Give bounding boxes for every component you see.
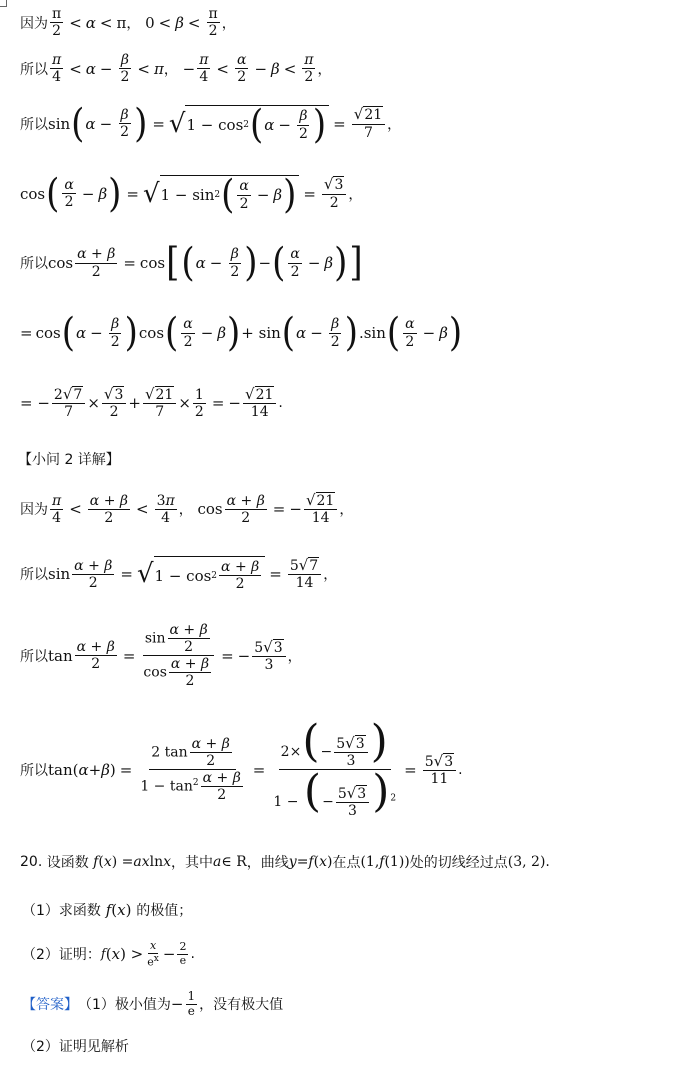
- text: 在点: [332, 855, 361, 871]
- text: 所以: [20, 762, 48, 779]
- problem-20: 20. 设函数 f ( x ) = ax ln x ，其中 a ∈ R ，曲线 y = f ( x ) 在点 (1, f (1)) 处的切线经过点 (3, 2) .: [20, 854, 550, 871]
- text: 的极值；: [136, 903, 193, 919]
- text: 所以: [20, 61, 48, 78]
- comma: ，: [163, 61, 178, 78]
- comma: ，: [126, 15, 141, 32]
- text: 所以: [20, 116, 48, 133]
- fraction: $\frac{\pi}{4}$: [52, 52, 62, 86]
- fraction: $\frac{\pi}{2}$: [52, 6, 62, 40]
- problem-number: 20.: [20, 854, 43, 870]
- text: ，没有极大值: [199, 997, 284, 1014]
- line-1: 因为 $\frac{\pi}{2}$ < α < π ， 0 < β < $\frac{\pi}{2}$ ，: [20, 6, 236, 40]
- comma: ，: [287, 648, 302, 665]
- text: （1）求函数: [22, 903, 101, 919]
- comma: ，: [221, 15, 236, 32]
- answer-2: [22, 1036, 129, 1056]
- page-corner-mark: [0, 0, 7, 7]
- text: 因为: [20, 502, 48, 519]
- text: （1）极小值为: [78, 997, 171, 1014]
- text: （2）证明：: [22, 947, 101, 964]
- line-8: 因为 $\frac{\pi}{4}$ < $\frac{\alpha + \beta}{2}$ < $\frac{3\pi}{4}$ ， cos $\frac{\alpha + \beta}{2}$ = − √ 21 14 ，: [20, 491, 354, 527]
- answer-1: 【答案】 （1）极小值为 − $\frac{1}{e}$ ，没有极大值: [22, 989, 284, 1018]
- comma: ，: [323, 567, 338, 584]
- fraction: $\frac{\pi}{2}$: [208, 6, 218, 40]
- line-7: = − 2 √ 7 7 × √ 3 2 + √ 21 7 × $\frac{1}{2}$ = − √ 21 14 .: [20, 385, 283, 421]
- text: 设函数: [46, 855, 89, 871]
- question-2: （2）证明： f ( x ) > $\frac{x}{e^x}$ − $\frac{2}{e}$ .: [22, 939, 195, 969]
- text: ，曲线: [246, 855, 289, 871]
- text: 处的切线经过点: [409, 855, 508, 871]
- line-3: 所以 sin ( α − $\frac{\beta}{2}$ ) = √ 1 − cos 2 ( α − $\frac{\beta}{2}$ ) = √ 21 7 ，: [20, 100, 402, 148]
- line-10: 所以 tan $\frac{\alpha + \beta}{2}$ = sin $\frac{\alpha + \beta}{2}$ cos $\frac{\alpha + \beta}{2}$ = − 5 √ 3 3 ，: [20, 622, 302, 690]
- comma: ，: [387, 116, 402, 133]
- text: （2）证明见解析: [22, 1039, 129, 1055]
- fraction: $\frac{\pi}{4}$: [199, 52, 209, 86]
- sqrt: √ 1 − cos 2 ( α − $\frac{\beta}{2}$ ): [169, 105, 329, 142]
- fraction: $\frac{\alpha}{2}$: [236, 52, 247, 86]
- period: .: [190, 946, 195, 963]
- text: ，其中: [171, 855, 214, 871]
- question-1: （1）求函数 f ( x ) 的极值；: [22, 901, 193, 919]
- line-11: 所以 tan( α + β ) = 2 tan $\frac{\alpha + \beta}{2}$ $1 - \tan^2$ $\frac{\alpha + \beta}{2}$ = 2×(− 5 √ 3 3 ) 1 − (− 5 √ 3 3 )$^2$ = 5 √ 3 11 .: [20, 716, 463, 820]
- section-heading: [18, 449, 120, 469]
- line-4: cos ( $\frac{\alpha}{2}$ − β ) = √ 1 − sin 2 ( $\frac{\alpha}{2}$ − β ) = √ 3 2 ，: [20, 170, 363, 218]
- line-6: = cos ( α − $\frac{\beta}{2}$ ) cos ( $\frac{\alpha}{2}$ − β ) + sin ( α − $\frac{\beta}{2}$ ) .sin ( $\frac{\alpha}{2}$ − β ): [20, 310, 463, 356]
- comma: ，: [317, 61, 332, 78]
- fraction: $\frac{\pi}{2}$: [304, 52, 314, 86]
- period: .: [278, 395, 283, 412]
- answer-tag: 【答案】: [22, 997, 78, 1014]
- line-5: 所以 cos $\frac{\alpha + \beta}{2}$ = cos [ ( α − $\frac{\beta}{2}$ ) − ( $\frac{\alpha}{2}$ − β ) ]: [20, 240, 363, 286]
- heading-text: 【小问 2 详解】: [18, 452, 120, 468]
- comma: ，: [339, 502, 354, 519]
- text: 所以: [20, 256, 48, 272]
- period: .: [545, 854, 550, 870]
- period: .: [458, 761, 463, 778]
- text: 所以: [20, 567, 48, 584]
- comma: ，: [178, 502, 193, 519]
- comma: ，: [348, 186, 363, 203]
- line-2: 所以 $\frac{\pi}{4}$ < α − $\frac{\beta}{2}$ < π ， − $\frac{\pi}{4}$ < $\frac{\alpha}{2}$ − β < $\frac{\pi}{2}$ ，: [20, 52, 332, 86]
- text: 因为: [20, 15, 48, 32]
- text: 所以: [20, 648, 48, 665]
- fraction: $\frac{\beta}{2}$: [120, 52, 130, 86]
- line-9: 所以 sin $\frac{\alpha + \beta}{2}$ = √ 1 − cos 2 $\frac{\alpha + \beta}{2}$ = 5 √ 7 14 ，: [20, 556, 338, 593]
